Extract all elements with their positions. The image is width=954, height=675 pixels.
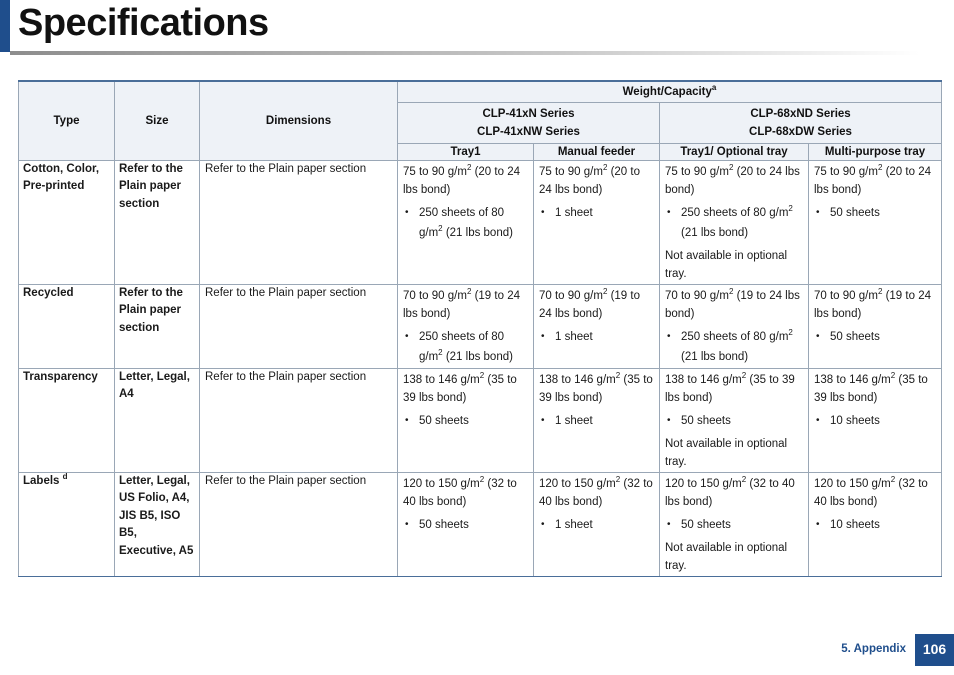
weight-range xyxy=(814,287,936,323)
capacity-list xyxy=(539,203,654,223)
weight-bond: (32 to 40 lbs bond) xyxy=(539,477,653,508)
capacity-list xyxy=(403,515,528,535)
title-accent-bar xyxy=(0,0,10,52)
header-group-clp41x xyxy=(398,102,660,143)
capacity-item xyxy=(681,515,803,535)
weight-exponent: 2 xyxy=(890,370,896,380)
cell-dimensions: Refer to the Plain paper section xyxy=(200,368,398,472)
capacity-item xyxy=(830,411,936,431)
cell-manual-feeder xyxy=(534,160,660,284)
header-series-clp41xn: CLP-41xN Series xyxy=(482,107,575,120)
capacity-item xyxy=(555,203,654,223)
capacity-text: 250 sheets of 80 g/m xyxy=(681,206,789,219)
capacity-item xyxy=(681,327,803,367)
cell-tray1 xyxy=(398,160,534,284)
weight-range xyxy=(539,475,654,511)
capacity-list xyxy=(665,515,803,535)
header-group-clp68x xyxy=(660,102,942,143)
cell-dimensions: Refer to the Plain paper section xyxy=(200,472,398,576)
header-multipurpose-tray: Multi-purpose tray xyxy=(809,143,942,160)
weight-min-max: 120 to 150 g/m xyxy=(814,477,891,490)
weight-exponent: 2 xyxy=(602,286,608,296)
capacity-item xyxy=(555,411,654,431)
capacity-item xyxy=(419,327,528,367)
weight-bond: (20 to 24 lbs bond) xyxy=(539,165,640,196)
header-optional-tray: Tray1/ Optional tray xyxy=(660,143,809,160)
header-weight-capacity-label: Weight/Capacity xyxy=(622,85,712,98)
cell-size: Refer to the Plain paper section xyxy=(115,284,200,368)
capacity-list xyxy=(539,411,654,431)
footer-section-label: 5. Appendix xyxy=(841,643,906,655)
header-weight-capacity xyxy=(398,81,942,102)
weight-exponent: 2 xyxy=(466,162,472,172)
availability-note: Not available in optional tray. xyxy=(665,249,788,280)
weight-min-max: 70 to 90 g/m xyxy=(814,289,878,302)
title-rule xyxy=(10,51,920,55)
weight-min-max: 138 to 146 g/m xyxy=(539,373,616,386)
weight-bond: (32 to 40 lbs bond) xyxy=(814,477,928,508)
capacity-list xyxy=(814,327,936,347)
weight-exponent: 2 xyxy=(479,370,485,380)
cell-manual-feeder xyxy=(534,368,660,472)
cell-type xyxy=(19,160,115,284)
weight-bond: (20 to 24 lbs bond) xyxy=(665,165,800,196)
header-dimensions: Dimensions xyxy=(200,81,398,160)
cell-multipurpose-tray xyxy=(809,472,942,576)
header-series-clp68xdw: CLP-68xDW Series xyxy=(749,125,852,138)
capacity-text: 10 sheets xyxy=(830,518,880,531)
weight-range xyxy=(539,371,654,407)
cell-dimensions: Refer to the Plain paper section xyxy=(200,160,398,284)
capacity-exponent: 2 xyxy=(788,327,793,337)
weight-range xyxy=(403,475,528,511)
header-series-clp41xnw: CLP-41xNW Series xyxy=(477,125,580,138)
weight-min-max: 120 to 150 g/m xyxy=(403,477,480,490)
header-series-clp68xnd: CLP-68xND Series xyxy=(750,107,851,120)
capacity-text: 50 sheets xyxy=(419,518,469,531)
footnote-marker: a xyxy=(711,82,717,92)
capacity-text: 250 sheets of 80 g/m xyxy=(419,330,505,363)
weight-min-max: 70 to 90 g/m xyxy=(665,289,729,302)
capacity-tail: (21 lbs bond) xyxy=(681,226,749,239)
capacity-list xyxy=(539,515,654,535)
weight-bond: (19 to 24 lbs bond) xyxy=(665,289,800,320)
weight-range xyxy=(665,163,803,199)
table-row xyxy=(19,368,942,472)
weight-bond: (19 to 24 lbs bond) xyxy=(814,289,931,320)
cell-type-text: Labels xyxy=(23,474,60,487)
weight-bond: (32 to 40 lbs bond) xyxy=(403,477,517,508)
capacity-list xyxy=(665,411,803,431)
weight-range xyxy=(814,475,936,511)
capacity-exponent: 2 xyxy=(438,223,443,233)
capacity-item xyxy=(419,203,528,243)
table-row xyxy=(19,160,942,284)
capacity-item xyxy=(681,411,803,431)
capacity-item xyxy=(830,515,936,535)
weight-bond: (19 to 24 lbs bond) xyxy=(539,289,640,320)
cell-type xyxy=(19,284,115,368)
cell-multipurpose-tray xyxy=(809,160,942,284)
weight-min-max: 120 to 150 g/m xyxy=(665,477,742,490)
weight-bond: (35 to 39 lbs bond) xyxy=(539,373,653,404)
header-manual-feeder: Manual feeder xyxy=(534,143,660,160)
weight-exponent: 2 xyxy=(890,474,896,484)
cell-tray1 xyxy=(398,472,534,576)
capacity-tail: (21 lbs bond) xyxy=(681,350,749,363)
cell-tray1 xyxy=(398,368,534,472)
weight-bond: (32 to 40 lbs bond) xyxy=(665,477,795,508)
capacity-list xyxy=(665,327,803,367)
table-row xyxy=(19,284,942,368)
weight-min-max: 70 to 90 g/m xyxy=(539,289,603,302)
weight-bond: (35 to 39 lbs bond) xyxy=(665,373,795,404)
capacity-text: 50 sheets xyxy=(830,206,880,219)
header-size: Size xyxy=(115,81,200,160)
weight-min-max: 75 to 90 g/m xyxy=(403,165,467,178)
weight-range xyxy=(665,371,803,407)
capacity-text: 250 sheets of 80 g/m xyxy=(419,206,505,239)
cell-type-text: Cotton, Color, Pre-printed xyxy=(23,162,100,192)
weight-exponent: 2 xyxy=(877,286,883,296)
capacity-text: 10 sheets xyxy=(830,414,880,427)
cell-size: Letter, Legal, US Folio, A4, JIS B5, ISO B5, Executive, A5 xyxy=(115,472,200,576)
weight-range xyxy=(665,475,803,511)
cell-type-text: Recycled xyxy=(23,286,74,299)
capacity-item xyxy=(555,515,654,535)
weight-exponent: 2 xyxy=(466,286,472,296)
table-row xyxy=(19,472,942,576)
weight-exponent: 2 xyxy=(479,474,485,484)
cell-type-text: Transparency xyxy=(23,370,98,383)
weight-bond: (20 to 24 lbs bond) xyxy=(814,165,931,196)
header-tray1: Tray1 xyxy=(398,143,534,160)
capacity-list xyxy=(814,515,936,535)
capacity-text: 50 sheets xyxy=(681,518,731,531)
weight-exponent: 2 xyxy=(741,474,747,484)
weight-range xyxy=(539,287,654,323)
weight-exponent: 2 xyxy=(877,162,883,172)
capacity-text: 50 sheets xyxy=(681,414,731,427)
page-title: Specifications xyxy=(18,2,269,44)
capacity-text: 50 sheets xyxy=(830,330,880,343)
cell-manual-feeder xyxy=(534,472,660,576)
cell-optional-tray xyxy=(660,368,809,472)
weight-range xyxy=(539,163,654,199)
capacity-item xyxy=(830,203,936,223)
cell-type xyxy=(19,368,115,472)
weight-min-max: 75 to 90 g/m xyxy=(665,165,729,178)
weight-min-max: 75 to 90 g/m xyxy=(814,165,878,178)
cell-type xyxy=(19,472,115,576)
weight-min-max: 138 to 146 g/m xyxy=(665,373,742,386)
capacity-list xyxy=(403,411,528,431)
weight-min-max: 75 to 90 g/m xyxy=(539,165,603,178)
capacity-item xyxy=(830,327,936,347)
weight-min-max: 120 to 150 g/m xyxy=(539,477,616,490)
capacity-item xyxy=(555,327,654,347)
weight-range xyxy=(403,371,528,407)
capacity-list xyxy=(403,203,528,243)
capacity-list xyxy=(814,203,936,223)
weight-exponent: 2 xyxy=(728,286,734,296)
capacity-list xyxy=(814,411,936,431)
capacity-tail: (21 lbs bond) xyxy=(442,350,513,363)
weight-range xyxy=(403,287,528,323)
weight-range xyxy=(814,371,936,407)
weight-range xyxy=(665,287,803,323)
capacity-item xyxy=(419,515,528,535)
cell-manual-feeder xyxy=(534,284,660,368)
weight-bond: (20 to 24 lbs bond) xyxy=(403,165,520,196)
weight-bond: (35 to 39 lbs bond) xyxy=(403,373,517,404)
capacity-text: 1 sheet xyxy=(555,206,593,219)
availability-note: Not available in optional tray. xyxy=(665,541,788,572)
availability-note: Not available in optional tray. xyxy=(665,437,788,468)
capacity-exponent: 2 xyxy=(788,203,793,213)
capacity-item xyxy=(681,203,803,243)
capacity-exponent: 2 xyxy=(438,347,443,357)
weight-exponent: 2 xyxy=(615,370,621,380)
capacity-text: 250 sheets of 80 g/m xyxy=(681,330,789,343)
cell-size: Refer to the Plain paper section xyxy=(115,160,200,284)
weight-exponent: 2 xyxy=(615,474,621,484)
weight-exponent: 2 xyxy=(741,370,747,380)
cell-tray1 xyxy=(398,284,534,368)
capacity-text: 1 sheet xyxy=(555,518,593,531)
specifications-table xyxy=(18,80,942,577)
weight-min-max: 138 to 146 g/m xyxy=(814,373,891,386)
weight-range xyxy=(403,163,528,199)
capacity-text: 1 sheet xyxy=(555,330,593,343)
page-number: 106 xyxy=(915,634,954,666)
capacity-item xyxy=(419,411,528,431)
capacity-list xyxy=(539,327,654,347)
capacity-text: 1 sheet xyxy=(555,414,593,427)
weight-bond: (35 to 39 lbs bond) xyxy=(814,373,928,404)
cell-optional-tray xyxy=(660,472,809,576)
weight-min-max: 138 to 146 g/m xyxy=(403,373,480,386)
cell-optional-tray xyxy=(660,284,809,368)
weight-exponent: 2 xyxy=(602,162,608,172)
weight-exponent: 2 xyxy=(728,162,734,172)
footnote-marker: d xyxy=(62,471,68,481)
cell-size: Letter, Legal, A4 xyxy=(115,368,200,472)
capacity-list xyxy=(665,203,803,243)
weight-min-max: 70 to 90 g/m xyxy=(403,289,467,302)
cell-multipurpose-tray xyxy=(809,284,942,368)
capacity-text: 50 sheets xyxy=(419,414,469,427)
cell-dimensions: Refer to the Plain paper section xyxy=(200,284,398,368)
weight-bond: (19 to 24 lbs bond) xyxy=(403,289,520,320)
header-type: Type xyxy=(19,81,115,160)
capacity-tail: (21 lbs bond) xyxy=(442,226,513,239)
cell-optional-tray xyxy=(660,160,809,284)
capacity-list xyxy=(403,327,528,367)
cell-multipurpose-tray xyxy=(809,368,942,472)
weight-range xyxy=(814,163,936,199)
